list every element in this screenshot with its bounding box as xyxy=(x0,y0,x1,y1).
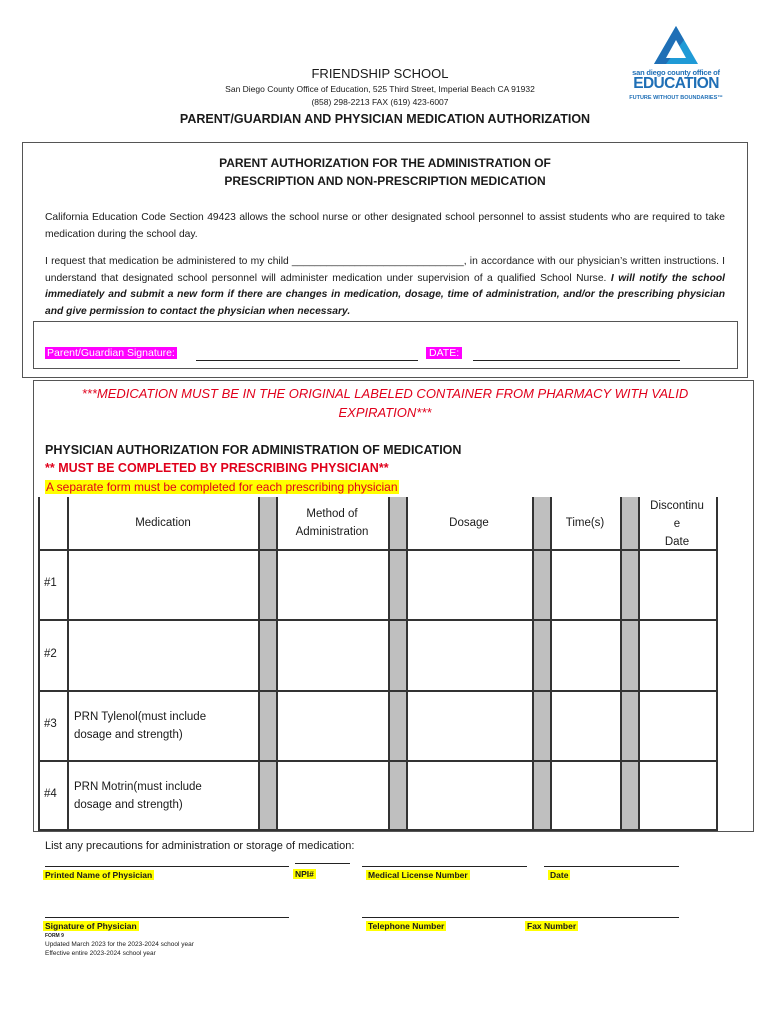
header-discontinue-line2: e xyxy=(673,518,681,530)
header-discontinue-line3: Date xyxy=(664,536,690,548)
updated-note: Updated March 2023 for the 2023-2024 school year xyxy=(45,941,194,948)
table-border xyxy=(406,497,408,831)
header-times: Time(s) xyxy=(565,517,605,529)
medication-table xyxy=(38,497,718,831)
logo-line3: FUTURE WITHOUT BOUNDARIES™ xyxy=(629,95,723,101)
table-border xyxy=(620,497,622,831)
school-name: FRIENDSHIP SCHOOL xyxy=(311,66,449,81)
fax-label: Fax Number xyxy=(527,921,577,931)
row-medication-line1: PRN Motrin(must include xyxy=(74,781,202,793)
license-number-label: Medical License Number xyxy=(368,870,468,880)
printed-name-field[interactable] xyxy=(45,866,289,867)
parent-request-paragraph xyxy=(45,254,725,320)
school-phone: (858) 298-2213 FAX (619) 423-6007 xyxy=(311,97,449,107)
row-label: #2 xyxy=(44,648,57,660)
sdcoe-logo xyxy=(618,24,730,108)
physician-heading: PHYSICIAN AUTHORIZATION FOR ADMINISTRATION OF MEDICATION xyxy=(45,443,462,457)
telephone-label: Telephone Number xyxy=(368,921,445,931)
precautions-label: List any precautions for administration or storage of medication: xyxy=(45,840,355,852)
form-title: PARENT/GUARDIAN AND PHYSICIAN MEDICATION AUTHORIZATION xyxy=(179,112,591,126)
header-dosage: Dosage xyxy=(449,517,489,529)
parent-notify-text: I will notify the school immediately and submit a new form if there are changes in medication, dosage, time of administration, and/or the prescribing physician and give permission to contact the physician when necessary. xyxy=(45,272,725,317)
parent-signature-field[interactable] xyxy=(196,360,418,361)
gray-column xyxy=(258,497,276,831)
physician-signature-label: Signature of Physician xyxy=(45,921,137,931)
header-method-line2: Administration xyxy=(295,526,369,538)
table-border xyxy=(276,497,278,831)
logo-line1: san diego county office of xyxy=(632,68,720,77)
row-label: #3 xyxy=(44,718,57,730)
table-border xyxy=(716,497,718,831)
row-label: #1 xyxy=(44,577,57,589)
form-number: FORM 9 xyxy=(45,933,64,939)
npi-field[interactable] xyxy=(295,863,350,864)
parent-signature-label: Parent/Guardian Signature: xyxy=(47,347,175,359)
parent-request-text: I request that medication be administered to my child ______________________________, in accordance with our physician’s written instructions. I understand that designated school personnel will administer medication under supervision of a qualified School Nurse. xyxy=(45,256,725,284)
parent-heading xyxy=(100,154,670,190)
table-border xyxy=(38,619,718,621)
header-discontinue-date xyxy=(638,497,716,551)
parent-heading-line1: PARENT AUTHORIZATION FOR THE ADMINISTRATION OF xyxy=(219,156,551,170)
physician-signature-field[interactable] xyxy=(45,917,289,918)
container-warning: ***MEDICATION MUST BE IN THE ORIGINAL LABELED CONTAINER FROM PHARMACY WITH VALID EXPIRATION*** xyxy=(81,386,689,420)
printed-name-label: Printed Name of Physician xyxy=(45,870,153,880)
gray-column xyxy=(532,497,550,831)
npi-label: NPI# xyxy=(295,869,314,879)
telephone-field[interactable] xyxy=(362,917,527,918)
header-medication: Medication xyxy=(135,517,191,529)
table-border xyxy=(67,497,69,831)
table-border xyxy=(38,690,718,692)
header-method xyxy=(276,505,388,541)
license-number-field[interactable] xyxy=(362,866,527,867)
parent-date-label: DATE: xyxy=(426,347,462,359)
table-border xyxy=(532,497,534,831)
header-discontinue-line1: Discontinu xyxy=(650,500,704,512)
physician-date-field[interactable] xyxy=(544,866,679,867)
row-medication-line2: dosage and strength) xyxy=(74,799,183,811)
table-border xyxy=(38,829,718,831)
physician-date-label: Date xyxy=(550,870,569,880)
physician-required-note: ** MUST BE COMPLETED BY PRESCRIBING PHYSICIAN** xyxy=(45,461,389,475)
fax-field[interactable] xyxy=(527,917,679,918)
header-method-line1: Method of xyxy=(306,508,358,520)
row-medication-line2: dosage and strength) xyxy=(74,729,183,741)
row-label: #4 xyxy=(44,788,57,800)
row-medication-text xyxy=(74,778,202,814)
logo-line2: EDUCATION xyxy=(633,75,719,92)
education-code-paragraph: California Education Code Section 49423 allows the school nurse or other designated school personnel to assist students who are required to take medication during the school day. xyxy=(45,212,725,240)
table-border xyxy=(550,497,552,831)
parent-date-field[interactable] xyxy=(473,360,680,361)
row-medication-text xyxy=(74,708,206,744)
row-medication-line1: PRN Tylenol(must include xyxy=(74,711,207,723)
parent-heading-line2: PRESCRIPTION AND NON-PRESCRIPTION MEDICATION xyxy=(224,174,546,188)
triangle-logo-icon xyxy=(618,24,730,68)
parent-signature-box xyxy=(33,321,738,369)
gray-column xyxy=(388,497,406,831)
table-border xyxy=(38,497,40,831)
separate-form-note: A separate form must be completed for each prescribing physician xyxy=(46,480,398,494)
table-border xyxy=(38,760,718,762)
school-address: San Diego County Office of Education, 525 Third Street, Imperial Beach CA 91932 xyxy=(225,84,535,94)
effective-note: Effective entire 2023-2024 school year xyxy=(45,950,156,957)
table-border xyxy=(388,497,390,831)
table-border xyxy=(258,497,260,831)
gray-column xyxy=(620,497,638,831)
table-border xyxy=(38,549,718,551)
